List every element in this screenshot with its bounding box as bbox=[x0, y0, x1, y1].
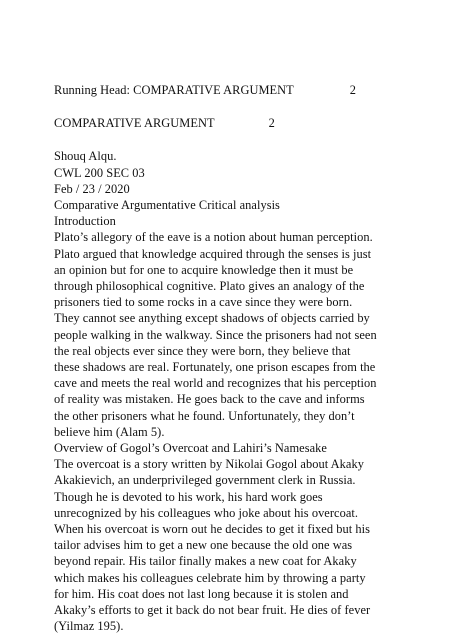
paragraph-line: tailor advises him to get a new one because the old one was bbox=[54, 538, 353, 553]
paragraph-line: Though he is devoted to his work, his hard work goes bbox=[54, 489, 323, 504]
overview-paragraph bbox=[54, 456, 414, 634]
document-page bbox=[54, 82, 414, 635]
page-header bbox=[54, 115, 414, 131]
paragraph-line: an opinion but for one to acquire knowledge then it must be bbox=[54, 262, 354, 277]
paragraph-line: Akakievich, an underprivileged government clerk in Russia. bbox=[54, 473, 356, 488]
paragraph-line: The overcoat is a story written by Nikolai Gogol about Akaky bbox=[54, 457, 364, 472]
overview-heading: Overview of Gogol’s Overcoat and Lahiri’s Namesake bbox=[54, 441, 327, 456]
page-header-title: COMPARATIVE ARGUMENT bbox=[54, 116, 215, 131]
course-code: CWL 200 SEC 03 bbox=[54, 165, 145, 180]
author-name: Shouq Alqu. bbox=[54, 149, 117, 164]
paragraph-line: people walking in the walkway. Since the prisoners had not seen bbox=[54, 327, 377, 342]
paragraph-line: They cannot see anything except shadows of objects carried by bbox=[54, 311, 370, 326]
paragraph-line: (Yilmaz 195). bbox=[54, 619, 124, 634]
paragraph-line: Plato’s allegory of the eave is a notion about human perception. bbox=[54, 230, 373, 245]
running-head-page-number: 2 bbox=[349, 83, 357, 97]
page-header-number: 2 bbox=[268, 116, 275, 131]
document-date: Feb / 23 / 2020 bbox=[54, 181, 130, 196]
paragraph-line: unrecognized by his colleagues who joke about his overcoat. bbox=[54, 505, 359, 520]
paragraph-line: through philosophical cognitive. Plato gives an analogy of the bbox=[54, 279, 365, 294]
paragraph-line: Akaky’s efforts to get it back do not bear fruit. He dies of fever bbox=[54, 603, 371, 618]
running-head bbox=[54, 82, 414, 98]
document-title: Comparative Argumentative Critical analysis bbox=[54, 198, 280, 213]
paragraph-line: of reality was mistaken. He goes back to the cave and informs bbox=[54, 392, 365, 407]
paragraph-line: prisoners tied to some rocks in a cave since they were born. bbox=[54, 295, 353, 310]
intro-heading: Introduction bbox=[54, 214, 116, 229]
running-head-text: Running Head: COMPARATIVE ARGUMENT bbox=[54, 83, 294, 97]
paragraph-line: beyond repair. His tailor finally makes a new coat for Akaky bbox=[54, 554, 357, 569]
paragraph-line: which makes his colleagues celebrate him by throwing a party bbox=[54, 570, 366, 585]
paragraph-line: When his overcoat is worn out he decides to get it fixed but his bbox=[54, 522, 370, 537]
paragraph-line: the real objects ever since they were born, they believe that bbox=[54, 343, 351, 358]
paragraph-line: these shadows are real. Fortunately, one prison escapes from the bbox=[54, 360, 376, 375]
paragraph-line: Plato argued that knowledge acquired through the senses is just bbox=[54, 246, 372, 261]
paragraph-line: the other prisoners what he found. Unfortunately, they don’t bbox=[54, 408, 355, 423]
paragraph-line: believe him (Alam 5). bbox=[54, 424, 165, 439]
intro-paragraph bbox=[54, 229, 414, 440]
paragraph-line: cave and meets the real world and recognizes that his perception bbox=[54, 376, 377, 391]
paragraph-line: for him. His coat does not last long because it is stolen and bbox=[54, 586, 349, 601]
